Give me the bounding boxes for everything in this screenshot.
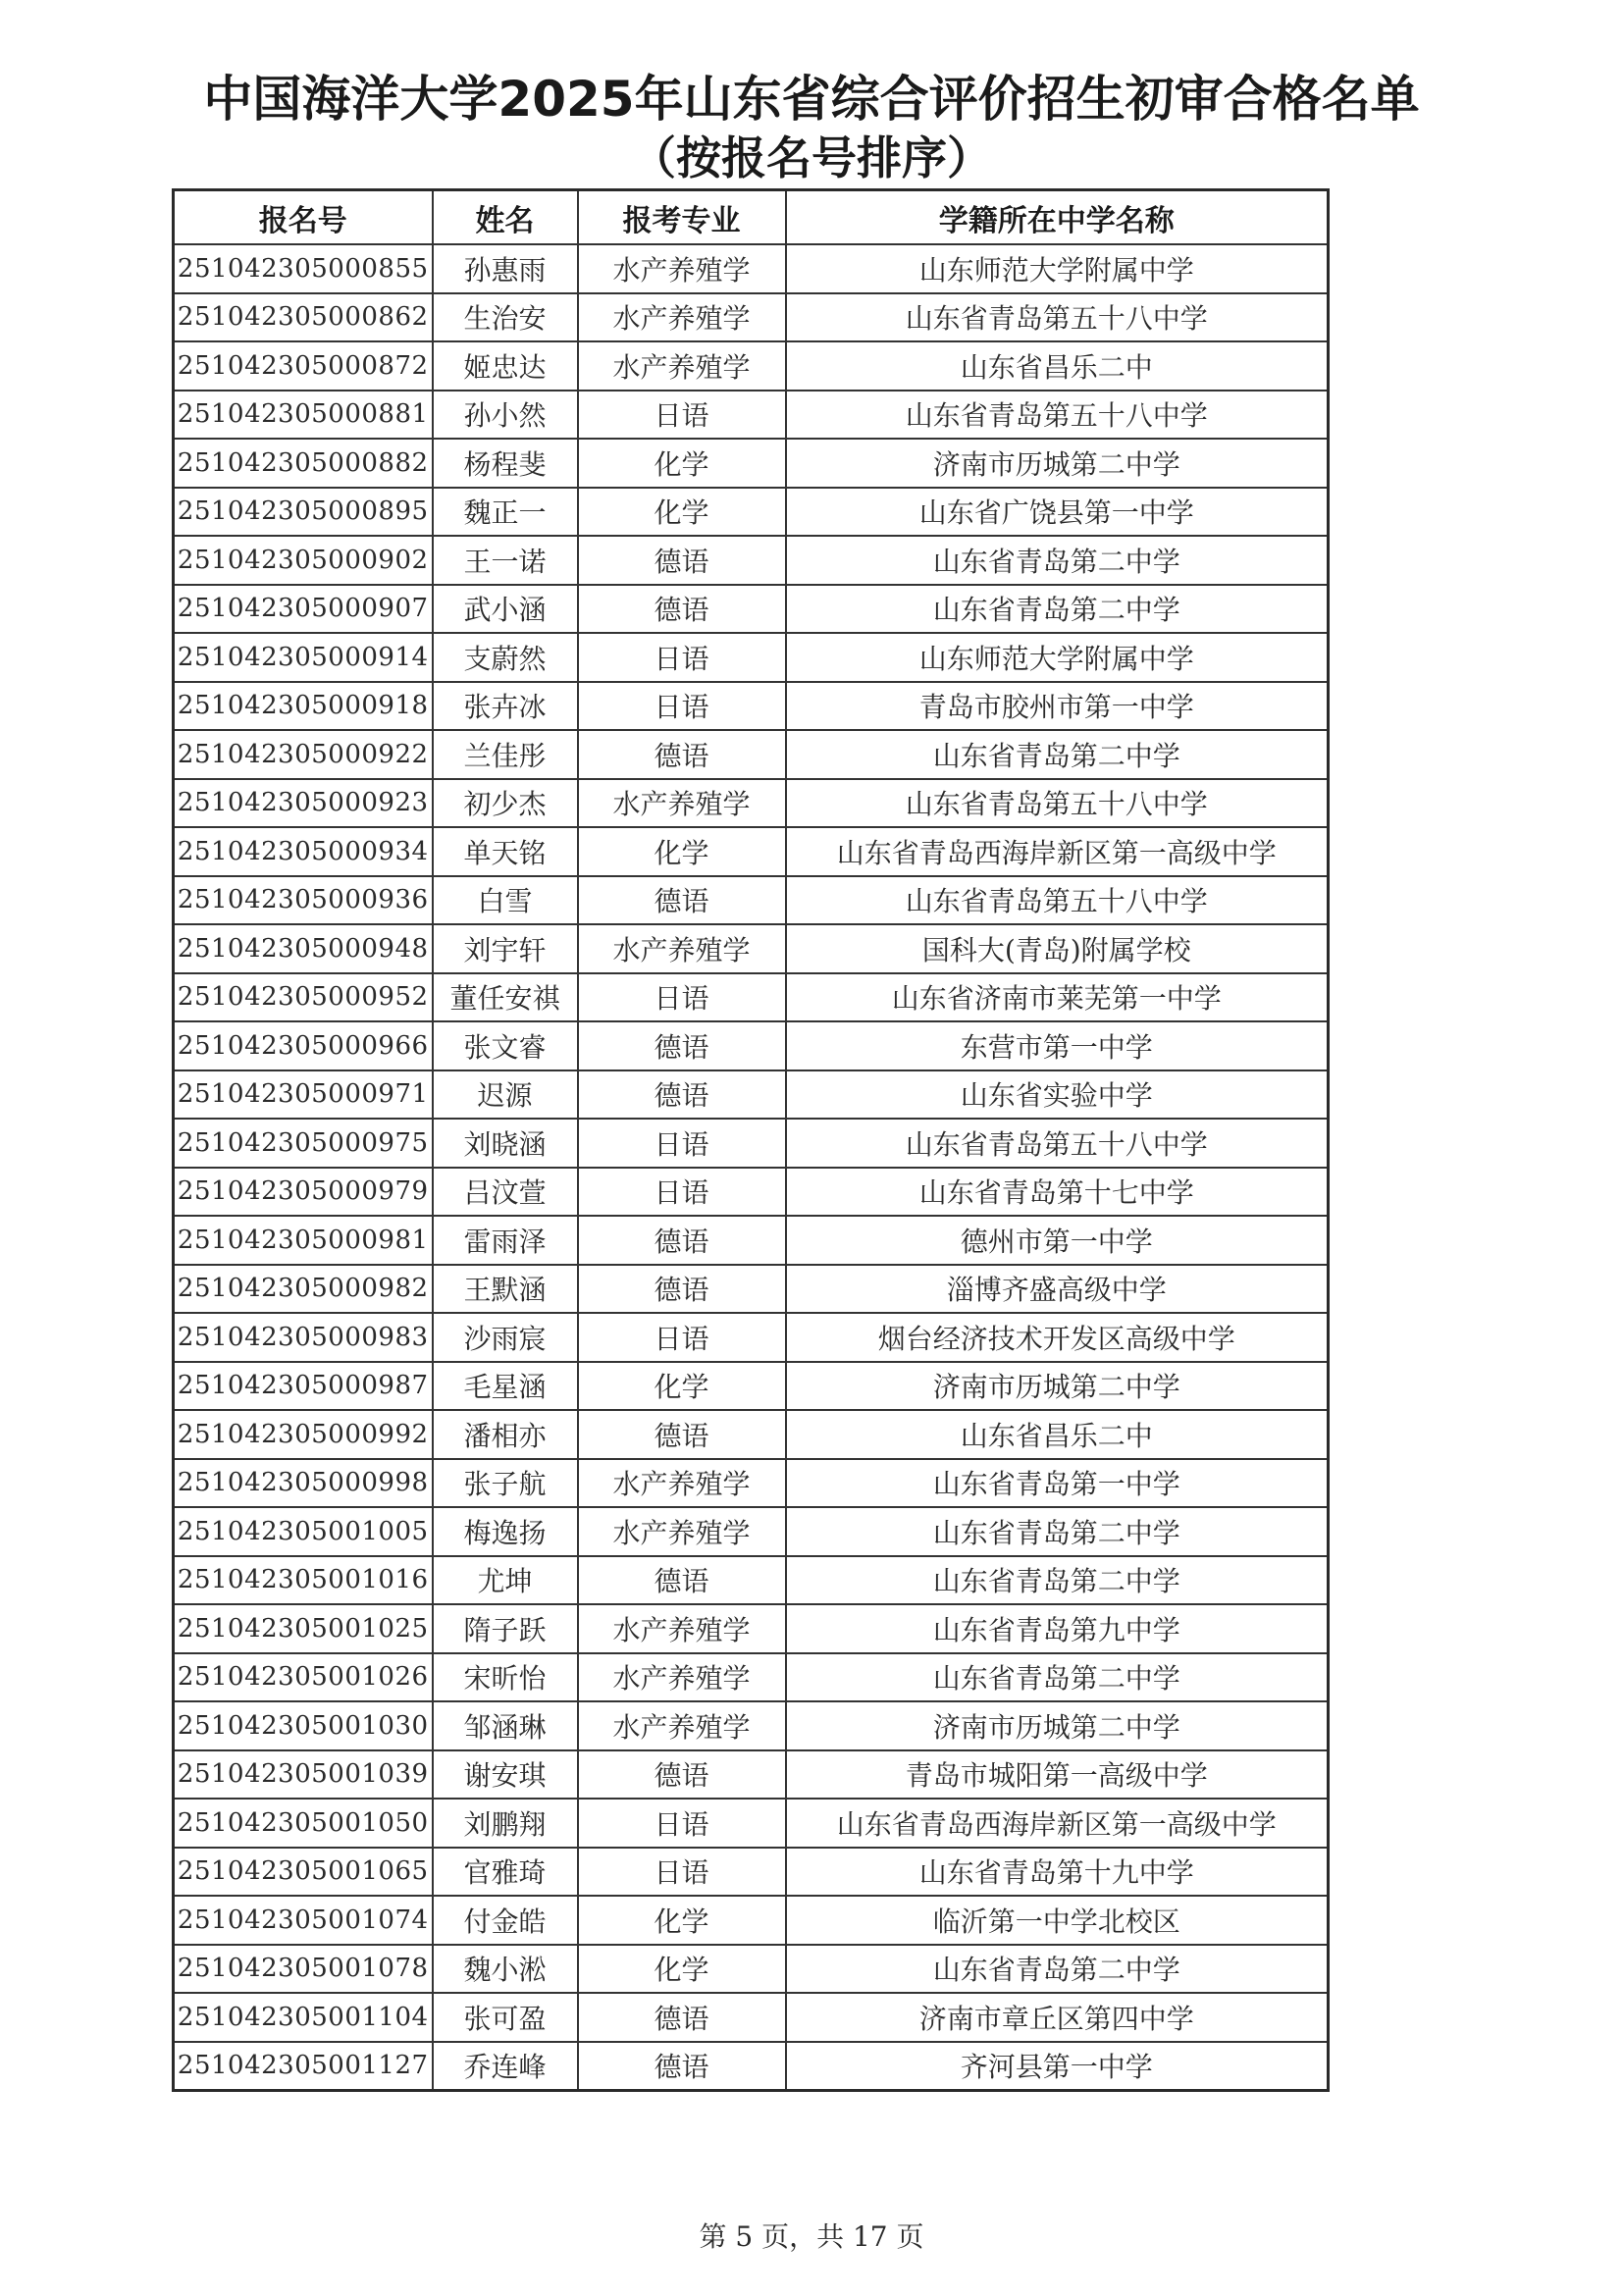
cell-school: 山东省青岛第二中学 bbox=[786, 536, 1329, 585]
cell-registration-number: 251042305001025 bbox=[174, 1604, 433, 1653]
cell-name: 武小涵 bbox=[433, 585, 578, 634]
cell-registration-number: 251042305000948 bbox=[174, 924, 433, 973]
page-subtitle: （按报名号排序） bbox=[631, 131, 992, 184]
cell-name: 张文睿 bbox=[433, 1021, 578, 1070]
cell-name: 兰佳彤 bbox=[433, 730, 578, 779]
cell-registration-number: 251042305001005 bbox=[174, 1507, 433, 1556]
table-row bbox=[174, 973, 1329, 1022]
cell-name: 张可盈 bbox=[433, 1993, 578, 2042]
cell-registration-number: 251042305000881 bbox=[174, 391, 433, 440]
cell-registration-number: 251042305001050 bbox=[174, 1799, 433, 1848]
table-row bbox=[174, 633, 1329, 682]
cell-name: 刘晓涵 bbox=[433, 1119, 578, 1168]
cell-major: 化学 bbox=[578, 827, 786, 876]
cell-school: 山东省青岛第二中学 bbox=[786, 585, 1329, 634]
cell-registration-number: 251042305001039 bbox=[174, 1750, 433, 1800]
cell-registration-number: 251042305000983 bbox=[174, 1313, 433, 1362]
cell-registration-number: 251042305000855 bbox=[174, 244, 433, 293]
cell-registration-number: 251042305001026 bbox=[174, 1653, 433, 1702]
cell-major: 水产养殖学 bbox=[578, 293, 786, 342]
cell-school: 山东省青岛第五十八中学 bbox=[786, 293, 1329, 342]
cell-registration-number: 251042305000922 bbox=[174, 730, 433, 779]
cell-name: 孙惠雨 bbox=[433, 244, 578, 293]
table-row bbox=[174, 1119, 1329, 1168]
header-name: 姓名 bbox=[433, 190, 578, 245]
cell-major: 化学 bbox=[578, 1362, 786, 1411]
cell-name: 刘鹏翔 bbox=[433, 1799, 578, 1848]
table-row bbox=[174, 1362, 1329, 1411]
cell-name: 迟源 bbox=[433, 1070, 578, 1120]
cell-school: 青岛市城阳第一高级中学 bbox=[786, 1750, 1329, 1800]
cell-name: 吕汶萱 bbox=[433, 1168, 578, 1217]
cell-school: 山东省青岛第五十八中学 bbox=[786, 779, 1329, 828]
header-major: 报考专业 bbox=[578, 190, 786, 245]
cell-registration-number: 251042305001104 bbox=[174, 1993, 433, 2042]
cell-registration-number: 251042305000934 bbox=[174, 827, 433, 876]
table-row bbox=[174, 585, 1329, 634]
cell-school: 东营市第一中学 bbox=[786, 1021, 1329, 1070]
cell-major: 德语 bbox=[578, 585, 786, 634]
cell-major: 日语 bbox=[578, 1119, 786, 1168]
cell-registration-number: 251042305001074 bbox=[174, 1896, 433, 1945]
cell-major: 日语 bbox=[578, 391, 786, 440]
cell-name: 潘相亦 bbox=[433, 1410, 578, 1459]
cell-name: 杨程斐 bbox=[433, 439, 578, 488]
cell-registration-number: 251042305001016 bbox=[174, 1556, 433, 1605]
cell-school: 山东省昌乐二中 bbox=[786, 1410, 1329, 1459]
cell-school: 山东省昌乐二中 bbox=[786, 341, 1329, 391]
cell-name: 白雪 bbox=[433, 876, 578, 925]
cell-registration-number: 251042305000971 bbox=[174, 1070, 433, 1120]
cell-major: 水产养殖学 bbox=[578, 1653, 786, 1702]
cell-name: 孙小然 bbox=[433, 391, 578, 440]
cell-registration-number: 251042305000987 bbox=[174, 1362, 433, 1411]
cell-school: 青岛市胶州市第一中学 bbox=[786, 682, 1329, 731]
cell-registration-number: 251042305000981 bbox=[174, 1216, 433, 1265]
cell-major: 化学 bbox=[578, 1896, 786, 1945]
cell-name: 隋子跃 bbox=[433, 1604, 578, 1653]
cell-name: 生治安 bbox=[433, 293, 578, 342]
cell-major: 德语 bbox=[578, 1021, 786, 1070]
cell-school: 山东省青岛第一中学 bbox=[786, 1459, 1329, 1508]
cell-name: 单天铭 bbox=[433, 827, 578, 876]
cell-name: 魏正一 bbox=[433, 488, 578, 537]
cell-registration-number: 251042305001078 bbox=[174, 1945, 433, 1994]
table-row bbox=[174, 827, 1329, 876]
cell-major: 德语 bbox=[578, 1216, 786, 1265]
cell-registration-number: 251042305000902 bbox=[174, 536, 433, 585]
cell-school: 山东师范大学附属中学 bbox=[786, 633, 1329, 682]
cell-school: 山东省广饶县第一中学 bbox=[786, 488, 1329, 537]
cell-school: 山东省青岛第五十八中学 bbox=[786, 391, 1329, 440]
cell-major: 水产养殖学 bbox=[578, 1507, 786, 1556]
cell-school: 山东省青岛第十七中学 bbox=[786, 1168, 1329, 1217]
cell-registration-number: 251042305000907 bbox=[174, 585, 433, 634]
header-row bbox=[174, 190, 1329, 245]
cell-name: 毛星涵 bbox=[433, 1362, 578, 1411]
table-row bbox=[174, 1265, 1329, 1314]
cell-name: 沙雨宸 bbox=[433, 1313, 578, 1362]
cell-school: 临沂第一中学北校区 bbox=[786, 1896, 1329, 1945]
cell-school: 山东省青岛第二中学 bbox=[786, 1507, 1329, 1556]
cell-name: 雷雨泽 bbox=[433, 1216, 578, 1265]
table-row bbox=[174, 1896, 1329, 1945]
cell-registration-number: 251042305000979 bbox=[174, 1168, 433, 1217]
cell-school: 山东省实验中学 bbox=[786, 1070, 1329, 1120]
cell-major: 日语 bbox=[578, 1168, 786, 1217]
header-registration-number: 报名号 bbox=[174, 190, 433, 245]
cell-name: 董任安祺 bbox=[433, 973, 578, 1022]
cell-major: 化学 bbox=[578, 488, 786, 537]
cell-school: 国科大(青岛)附属学校 bbox=[786, 924, 1329, 973]
cell-registration-number: 251042305001030 bbox=[174, 1701, 433, 1750]
cell-registration-number: 251042305000914 bbox=[174, 633, 433, 682]
table-row bbox=[174, 1313, 1329, 1362]
table-row bbox=[174, 1216, 1329, 1265]
cell-registration-number: 251042305000952 bbox=[174, 973, 433, 1022]
cell-school: 山东省青岛西海岸新区第一高级中学 bbox=[786, 1799, 1329, 1848]
cell-registration-number: 251042305000982 bbox=[174, 1265, 433, 1314]
cell-major: 水产养殖学 bbox=[578, 924, 786, 973]
cell-registration-number: 251042305001065 bbox=[174, 1848, 433, 1897]
cell-school: 济南市历城第二中学 bbox=[786, 439, 1329, 488]
table-header bbox=[174, 190, 1329, 245]
cell-school: 济南市历城第二中学 bbox=[786, 1362, 1329, 1411]
cell-school: 德州市第一中学 bbox=[786, 1216, 1329, 1265]
cell-school: 山东省青岛第二中学 bbox=[786, 1653, 1329, 1702]
cell-name: 姬忠达 bbox=[433, 341, 578, 391]
cell-school: 济南市历城第二中学 bbox=[786, 1701, 1329, 1750]
cell-registration-number: 251042305000998 bbox=[174, 1459, 433, 1508]
cell-school: 济南市章丘区第四中学 bbox=[786, 1993, 1329, 2042]
cell-major: 日语 bbox=[578, 1313, 786, 1362]
cell-registration-number: 251042305000872 bbox=[174, 341, 433, 391]
cell-major: 德语 bbox=[578, 730, 786, 779]
cell-major: 德语 bbox=[578, 1750, 786, 1800]
cell-name: 付金皓 bbox=[433, 1896, 578, 1945]
cell-school: 山东省青岛第十九中学 bbox=[786, 1848, 1329, 1897]
cell-major: 德语 bbox=[578, 1556, 786, 1605]
cell-name: 初少杰 bbox=[433, 779, 578, 828]
cell-major: 日语 bbox=[578, 633, 786, 682]
cell-school: 淄博齐盛高级中学 bbox=[786, 1265, 1329, 1314]
table-row bbox=[174, 341, 1329, 391]
cell-registration-number: 251042305000936 bbox=[174, 876, 433, 925]
table-row bbox=[174, 1168, 1329, 1217]
cell-registration-number: 251042305000862 bbox=[174, 293, 433, 342]
cell-registration-number: 251042305000966 bbox=[174, 1021, 433, 1070]
cell-major: 水产养殖学 bbox=[578, 1604, 786, 1653]
cell-name: 尤坤 bbox=[433, 1556, 578, 1605]
cell-school: 山东省青岛第二中学 bbox=[786, 730, 1329, 779]
cell-major: 德语 bbox=[578, 876, 786, 925]
cell-school: 山东师范大学附属中学 bbox=[786, 244, 1329, 293]
cell-registration-number: 251042305000975 bbox=[174, 1119, 433, 1168]
cell-name: 张子航 bbox=[433, 1459, 578, 1508]
cell-name: 官雅琦 bbox=[433, 1848, 578, 1897]
table-row bbox=[174, 682, 1329, 731]
cell-school: 山东省济南市莱芜第一中学 bbox=[786, 973, 1329, 1022]
cell-major: 日语 bbox=[578, 1799, 786, 1848]
table-row bbox=[174, 1848, 1329, 1897]
cell-major: 德语 bbox=[578, 536, 786, 585]
cell-major: 德语 bbox=[578, 2042, 786, 2091]
cell-name: 宋昕怡 bbox=[433, 1653, 578, 1702]
table-row bbox=[174, 1021, 1329, 1070]
cell-school: 烟台经济技术开发区高级中学 bbox=[786, 1313, 1329, 1362]
cell-school: 山东省青岛西海岸新区第一高级中学 bbox=[786, 827, 1329, 876]
cell-school: 齐河县第一中学 bbox=[786, 2042, 1329, 2091]
table-row bbox=[174, 1701, 1329, 1750]
admission-list-table bbox=[172, 188, 1330, 2092]
cell-name: 乔连峰 bbox=[433, 2042, 578, 2091]
cell-major: 日语 bbox=[578, 1848, 786, 1897]
cell-school: 山东省青岛第九中学 bbox=[786, 1604, 1329, 1653]
cell-name: 张卉冰 bbox=[433, 682, 578, 731]
cell-major: 水产养殖学 bbox=[578, 1701, 786, 1750]
table-row bbox=[174, 439, 1329, 488]
cell-major: 德语 bbox=[578, 1993, 786, 2042]
cell-major: 水产养殖学 bbox=[578, 1459, 786, 1508]
table-row bbox=[174, 730, 1329, 779]
table-row bbox=[174, 1459, 1329, 1508]
cell-major: 德语 bbox=[578, 1070, 786, 1120]
cell-registration-number: 251042305001127 bbox=[174, 2042, 433, 2091]
cell-name: 魏小淞 bbox=[433, 1945, 578, 1994]
cell-school: 山东省青岛第二中学 bbox=[786, 1556, 1329, 1605]
table-row bbox=[174, 488, 1329, 537]
table-row bbox=[174, 1507, 1329, 1556]
header-school: 学籍所在中学名称 bbox=[786, 190, 1329, 245]
table-row bbox=[174, 244, 1329, 293]
cell-registration-number: 251042305000895 bbox=[174, 488, 433, 537]
table-row bbox=[174, 779, 1329, 828]
table-row bbox=[174, 1993, 1329, 2042]
cell-registration-number: 251042305000992 bbox=[174, 1410, 433, 1459]
cell-major: 德语 bbox=[578, 1410, 786, 1459]
table-row bbox=[174, 1556, 1329, 1605]
cell-name: 王默涵 bbox=[433, 1265, 578, 1314]
cell-major: 水产养殖学 bbox=[578, 244, 786, 293]
cell-major: 化学 bbox=[578, 439, 786, 488]
page-number-footer: 第 5 页，共 17 页 bbox=[699, 2220, 924, 2253]
table-row bbox=[174, 1750, 1329, 1800]
table-row bbox=[174, 1070, 1329, 1120]
cell-school: 山东省青岛第五十八中学 bbox=[786, 1119, 1329, 1168]
table-row bbox=[174, 1653, 1329, 1702]
table-row bbox=[174, 293, 1329, 342]
table-row bbox=[174, 1945, 1329, 1994]
table-row bbox=[174, 924, 1329, 973]
cell-name: 邹涵琳 bbox=[433, 1701, 578, 1750]
cell-name: 刘宇轩 bbox=[433, 924, 578, 973]
cell-major: 日语 bbox=[578, 973, 786, 1022]
table-row bbox=[174, 391, 1329, 440]
table-row bbox=[174, 1410, 1329, 1459]
table-body bbox=[174, 244, 1329, 2091]
cell-major: 德语 bbox=[578, 1265, 786, 1314]
table-row bbox=[174, 1799, 1329, 1848]
cell-registration-number: 251042305000923 bbox=[174, 779, 433, 828]
table-row bbox=[174, 2042, 1329, 2091]
table-row bbox=[174, 876, 1329, 925]
cell-name: 支蔚然 bbox=[433, 633, 578, 682]
page-title: 中国海洋大学2025年山东省综合评价招生初审合格名单 bbox=[203, 71, 1420, 128]
cell-registration-number: 251042305000882 bbox=[174, 439, 433, 488]
cell-school: 山东省青岛第五十八中学 bbox=[786, 876, 1329, 925]
cell-name: 谢安琪 bbox=[433, 1750, 578, 1800]
cell-registration-number: 251042305000918 bbox=[174, 682, 433, 731]
cell-major: 水产养殖学 bbox=[578, 341, 786, 391]
cell-name: 梅逸扬 bbox=[433, 1507, 578, 1556]
cell-school: 山东省青岛第二中学 bbox=[786, 1945, 1329, 1994]
table-row bbox=[174, 1604, 1329, 1653]
cell-major: 水产养殖学 bbox=[578, 779, 786, 828]
cell-major: 化学 bbox=[578, 1945, 786, 1994]
cell-major: 日语 bbox=[578, 682, 786, 731]
cell-name: 王一诺 bbox=[433, 536, 578, 585]
table-row bbox=[174, 536, 1329, 585]
